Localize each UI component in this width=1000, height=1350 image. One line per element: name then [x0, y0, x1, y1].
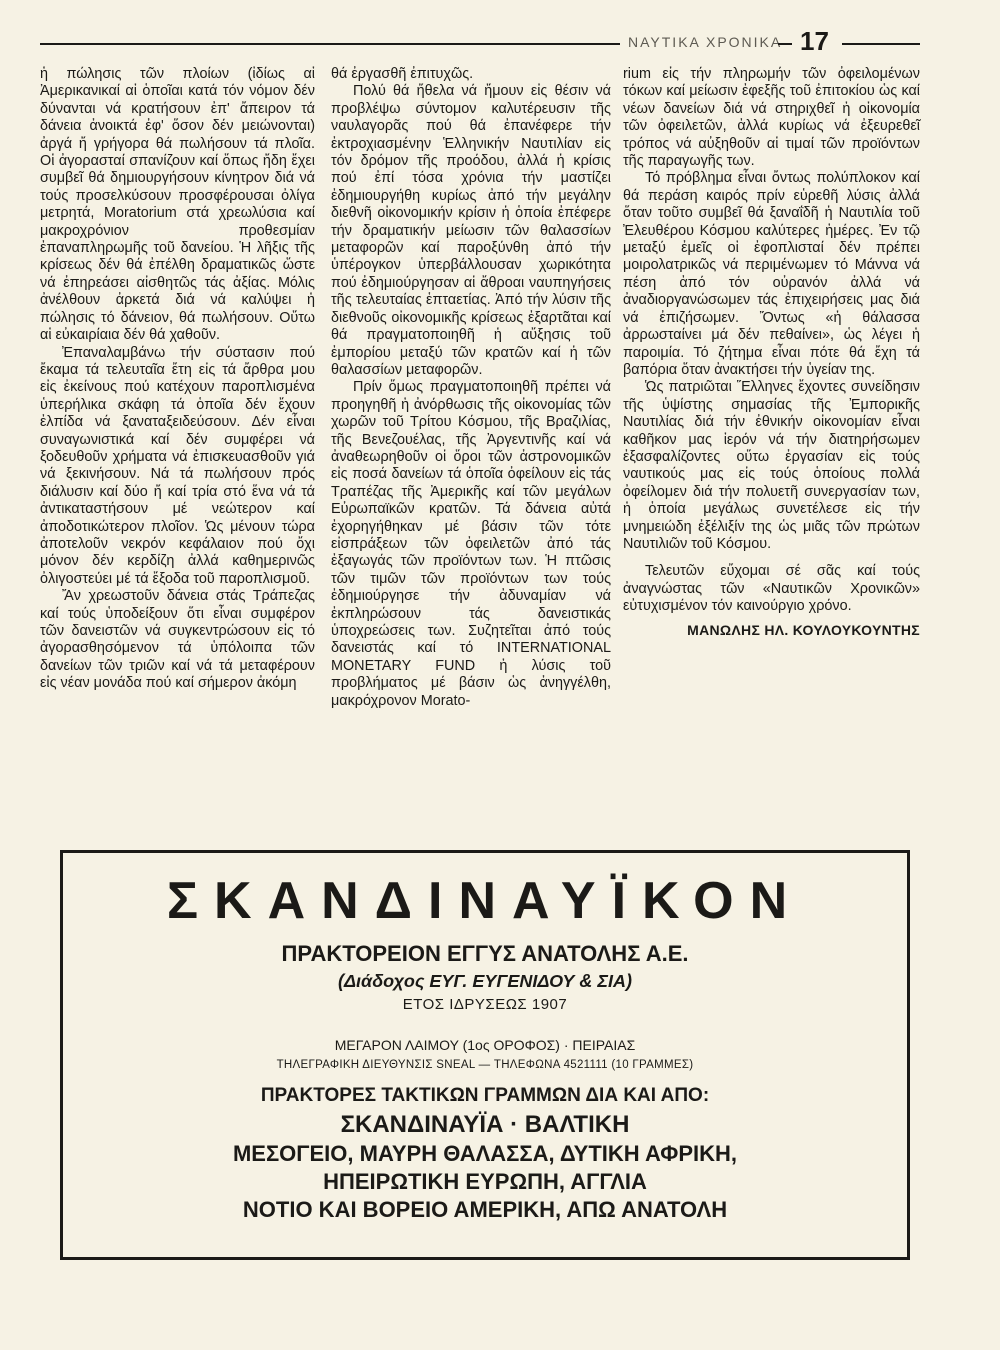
- paragraph: θά ἐργασθῆ ἐπιτυχῶς.: [331, 66, 474, 82]
- page-header: [40, 28, 920, 58]
- paragraph: Τό πρόβλημα εἶναι ὄντως πολύπλοκον καί θά περάση καιρός πρίν εὑρεθῆ λύσις ἀλλά ὅταν τοῦτο συμβεῖ θά ξαναΐδῆ ἡ Ναυτιλία τοῦ Ἐλευθέρου Κόσμου καλύτερες ἡμέρες. Ἐν τῷ μεταξύ ἐμεῖς οἱ ἐφοπλισταί δέν πρέπει μοιρολατρικῶς νά περιμένωμεν τό Μάννα νά πέση ἀπό τόν οὐρανόν ἀλλά νά ἀναδιοργανώσωμεν τάς ἐπιχειρήσεις μας διά νά ἐπιζήσωμεν. Ὄντως «ἡ θάλασσα ἀρρωσταίνει μά δέν πεθαίνει», ὡς λέγει ἡ παροιμία. Τό ζήτημα εἶναι πότε θά ἔχη τά βαπόρια ὅταν ἀνακτήσει τήν ὑγείαν της.: [623, 170, 920, 378]
- header-rule-left: [40, 43, 620, 45]
- article-column-2: [331, 66, 611, 710]
- magazine-title: ΝΑΥΤΙΚΑ ΧΡΟΝΙΚΑ: [628, 34, 783, 50]
- ad-contact: ΤΗΛΕΓΡΑΦΙΚΗ ΔΙΕΥΘΥΝΣΙΣ SNEAL — ΤΗΛΕΦΩΝΑ 4521111 (10 ΓΡΑΜΜΕΣ): [276, 1059, 694, 1071]
- author-signature: ΜΑΝΩΛΗΣ ΗΛ. ΚΟΥΛΟΥΚΟΥΝΤΗΣ: [687, 621, 920, 638]
- paragraph: rium εἰς τήν πληρωμήν τῶν ὀφειλομένων τόκων καί μείωσιν ἐφεξῆς τοῦ ἐπιτοκίου ὡς καί νέων δανείων διά νά στηριχθεῖ ἡ οἰκονομία τῶν ὀφειλετῶν, ἀλλά κυρίως νά ἐξευρεθεῖ τρόπος νά αὐξηθοῦν αἱ τιμαί τῶν προϊόντων τῆς παραγωγῆς των.: [623, 66, 920, 170]
- page-number: 17: [800, 26, 829, 56]
- paragraph: Πρίν ὅμως πραγματοποιηθῆ πρέπει νά προηγηθῆ ἡ ἀνόρθωσις τῆς οἰκονομίας τῶν χωρῶν τοῦ Τρίτου Κόσμου, τῆς Βραζιλίας, τῆς Βενεζουέλας, τῆς Ἀργεντινῆς καί νά ἀναθεωρηθοῦν οἱ ὅροι τῶν ἀστρονομικῶν εἰς ποσά δανείων τά ὁποῖα ὀφείλουν εἰς τάς Τραπέζας τῆς Ἀμερικῆς καί τῶν μεγάλων Εὐρωπαϊκῶν κρατῶν. Τά δάνεια αὐτά ἐχορηγήθηκαν μέ βάσιν τῶν τότε εἰσπράξεων τῶν ὀφειλετῶν ἀπό τάς ἐξαγωγάς τῶν προϊόντων των. Ἡ πτῶσις τῶν τιμῶν τῶν προϊόντων των τούς ἐδημιούργησε τήν ἀδυναμίαν νά ἐκπληρώσουν τάς δανειστικάς ὑποχρεώσεις των. Συζητεῖται ἀπό τούς δανειστάς καί τό INTERNATIONAL MONETARY FUND ἡ λύσις τοῦ προβλήματος μέ βάσιν ὡς ἀνηγγέλθη, μακρόχρονον Morato-: [331, 379, 611, 709]
- header-rule-right: [842, 43, 920, 45]
- advertisement-box: [60, 850, 910, 1260]
- ad-founded: ΕΤΟΣ ΙΔΡΥΣΕΩΣ 1907: [402, 996, 568, 1013]
- paragraph: Τελευτῶν εὔχομαι σέ σᾶς καί τούς ἀναγνώστας τῶν «Ναυτικῶν Χρονικῶν» εὐτυχισμένον τόν καινούργιο χρόνο.: [623, 563, 920, 615]
- ad-brand: ΣΚΑΝΔΙΝΑΥΪΚΟΝ: [166, 872, 804, 930]
- ad-agents-title: ΠΡΑΚΤΟΡΕΣ ΤΑΚΤΙΚΩΝ ΓΡΑΜΜΩΝ ΔΙΑ ΚΑΙ ΑΠΟ:: [260, 1085, 710, 1106]
- ad-route: ΗΠΕΙΡΩΤΙΚΗ ΕΥΡΩΠΗ, ΑΓΓΛΙΑ: [323, 1169, 647, 1194]
- ad-address: ΜΕΓΑΡΟΝ ΛΑΙΜΟΥ (1ος ΟΡΟΦΟΣ) · ΠΕΙΡΑΙΑΣ: [334, 1037, 636, 1053]
- paragraph: Πολύ θά ἤθελα νά ἤμουν εἰς θέσιν νά προβλέψω σύντομον καλυτέρευσιν τῆς ναυλαγορᾶς πού θά ἐπανέφερε τήν ἐκτροχιασμένην Ἑλληνικήν Ναυτιλίαν εἰς τόν δρόμον τῆς προόδου, ἀλλά ἡ κρίσις πού ἐπί τόσα χρόνια τήν μαστίζει ἐδημιουργήθη κυρίως ἀπό τήν μεγάλην διεθνῆ οἰκονομικήν κρίσιν ἡ ὁποία ἐπέφερε τήν δραματικήν μείωσιν τῶν θαλασσίων μεταφορῶν καί παροξύνθη ἀπό τήν ὑπέρογκον ὑπερβάλλουσαν χωρικότητα πού ἐδημιούργησαν αἱ ἄθροαι ναυπηγήσεις τῆς τελευταίας ἑπταετίας. Ἀπό τήν λύσιν τῆς διεθνοῦς οἰκονομικῆς κρίσεως ἐξαρτᾶται καί θά πραγματοποιηθῆ ἡ αὔξησις τοῦ ἐμπορίου μεταξύ τῶν κρατῶν καί ἡ τῶν θαλασσίων μεταφορῶν.: [331, 83, 611, 378]
- ad-route: ΜΕΣΟΓΕΙΟ, ΜΑΥΡΗ ΘΑΛΑΣΣΑ, ΔΥΤΙΚΗ ΑΦΡΙΚΗ,: [232, 1141, 738, 1166]
- ad-successor: (Διάδοχος ΕΥΓ. ΕΥΓΕΝΙΔΟΥ & ΣΙΑ): [337, 971, 633, 991]
- article-column-1: [40, 66, 315, 693]
- paragraph: Ὡς πατριῶται Ἕλληνες ἔχοντες συνείδησιν τῆς ὑψίστης σημασίας τῆς Ἐμπορικῆς Ναυτιλίας διά τήν ἐθνικήν οἰκονομίαν εἶναι καθῆκον μας ἱερόν νά τήν διατηρήσωμεν ἐξασφαλίζοντες οὕτω ἐργασίαν εἰς τούς ναυτικούς μας εἰς τούς ὁποίους πολλά ὀφείλομεν διά τήν πολυετῆ συνεργασίαν των, ἡ ὁποία μεγάλως συνετέλεσε εἰς τήν μνημειώδη ἐξέλιξίν της ὡς μιᾶς τῶν πρώτων Ναυτιλιῶν τοῦ Κόσμου.: [623, 379, 920, 552]
- paragraph: ἡ πώλησις τῶν πλοίων (ἰδίως αἱ Ἀμερικανικαί αἱ ὁποῖαι κατά τόν νόμον δέν δύνανται νά κρατήσουν ἐπ' ἄπειρον τά δάνεια ἀνοικτά ἐφ' ὅσον δέν μειώνονται) ἀργά ἤ γρήγορα θά πωλήσουν τά πλοῖα. Οἱ ἀγορασταί σπανίζουν καί ὅπως ἤδη ἔχει συμβεῖ θά δημιουργήσουν κίνητρον διά νά τούς προσελκύσουν προσφέρουσαι ὀλίγα μετρητά, Moratorium στά χρεωλύσια καί μακροχρόνιον προθεσμίαν ἐπαναπληρωμῆς τοῦ δανείου. Ἡ λῆξις τῆς κρίσεως δέν θά ἐπέλθη δραματικῶς ὥστε νά ἐπηρεάσει αἰσθητῶς τάς ἀξίας. Μόλις ἀνέλθουν ἀρκετά διά νά καλύψει ἡ πώλησις τό δάνειον, θά πωλήσουν. Οὕτω αἱ εὐκαιρίαια δέν θά χαθοῦν.: [40, 66, 315, 344]
- paragraph: Ἄν χρεωστοῦν δάνεια στάς Τράπεζας καί τούς ὑποδείξουν ὅτι εἶναι συμφέρον τῶν δανειστῶν νά συγκεντρώσουν εἰς τό ἀγορασθησόμενον τά ὑπόλοιπα τῶν δανείων τῶν τριῶν καί νά τά μεταφέρουν εἰς νέαν μονάδα πού καί σήμερον ἀκόμη: [40, 588, 315, 692]
- header-rule-mid: [778, 43, 792, 45]
- ad-route: ΝΟΤΙΟ ΚΑΙ ΒΟΡΕΙΟ ΑΜΕΡΙΚΗ, ΑΠΩ ΑΝΑΤΟΛΗ: [242, 1197, 728, 1222]
- paragraph: Ἐπαναλαμβάνω τήν σύστασιν πού ἔκαμα τά τελευταῖα ἔτη εἰς τά ἄρθρα μου εἰς ἐκείνους πού κατέχουν παροπλισμένα ὑπερήλικα σκάφη τά ὁποῖα δέν ἔχουν ἐλπίδα νά ξαναταξειδεύσουν. Δέν εἶναι συναγωνιστικά καί δέν συμφέρει νά ξοδευθοῦν χρήματα νά ἐπισκευασθοῦν γιά νά ξεκινήσουν. Νά τά πωλήσουν πρός διάλυσιν καί δύο ἤ καί τρία στό ἕνα νά τά ἀντικαταστήσουν μέ νεώτερον καί ἀποδοτικώτερον πλοῖον. Ὡς μένουν τώρα ἀποτελοῦν νεκρόν κεφάλαιον πού ὄχι μόνον δέν κερδίζη ἀλλά καθημερινῶς ὀλιγοστεύει μέ τά ἔξοδα τοῦ παροπλισμοῦ.: [40, 344, 315, 587]
- ad-route: ΣΚΑΝΔΙΝΑΥΪΑ · ΒΑΛΤΙΚΗ: [340, 1111, 630, 1138]
- article-column-3: [623, 66, 920, 639]
- ad-company: ΠΡΑΚΤΟΡΕΙΟΝ ΕΓΓΥΣ ΑΝΑΤΟΛΗΣ Α.Ε.: [281, 941, 689, 966]
